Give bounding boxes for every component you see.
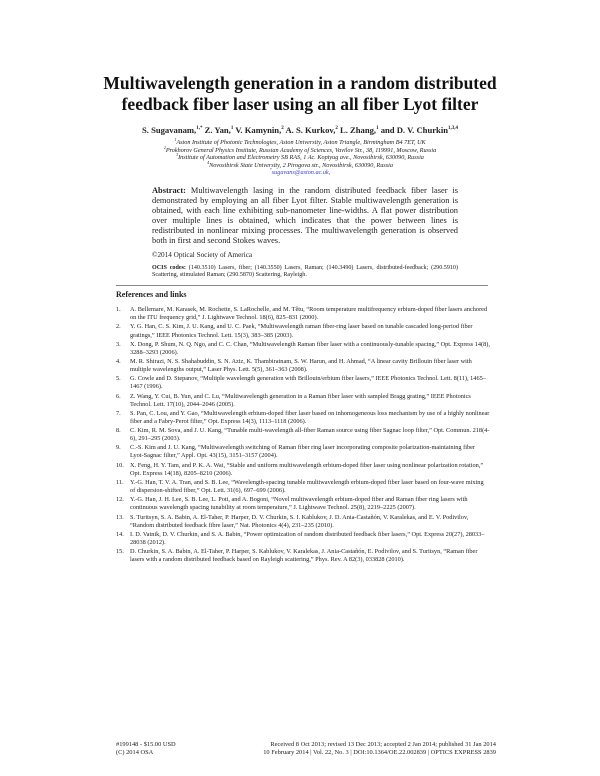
reference-text: I. D. Vatnik, D. V. Churkin, and S. A. Babin, “Power optimization of random distributed feedback fiber lasers,” Opt. Express 20(27), 28033–28038 (2012). — [130, 530, 485, 546]
author-list — [80, 125, 520, 136]
copyright: ©2014 Optical Society of America — [152, 250, 253, 259]
reference-text: M. R. Shirazi, N. S. Shahabuddin, S. N. Aziz, K. Thambiratnam, S. W. Harun, and H. Ahmad, “A linear cavity Brillouin fiber laser with multiple wavelengths output,” Laser Phys. Lett. 5(5), 361–363 (2008). — [130, 357, 472, 374]
ocis-text: (140.3510) Lasers, fiber; (140.3550) Lasers, Raman; (140.3490) Lasers, distributed-feedback; (290.5910) Scattering, stimulated Raman; (290.5870) Scattering, Rayleigh. — [152, 264, 459, 278]
reference-number: 13. — [116, 513, 124, 521]
reference-number: 11. — [116, 478, 124, 486]
reference-number: 4. — [116, 357, 121, 365]
reference-number: 8. — [116, 427, 121, 435]
footer-article-id: #199148 - $15.00 USD — [116, 741, 176, 748]
reference-item — [116, 531, 490, 547]
reference-number: 5. — [116, 375, 121, 383]
reference-item — [116, 341, 490, 357]
reference-text: Y.-G. Han, T. V. A. Tran, and S. B. Lee, “Wavelength-spacing tunable multiwavelength erbium-doped fiber laser based on four-wave mixing of dispersion-shifted fiber,” Opt. Lett. 31(6), 697–699 (2006). — [130, 478, 484, 495]
reference-number: 1. — [116, 306, 121, 314]
reference-number: 7. — [116, 409, 121, 417]
author: L. Zhang,$^1$ — [340, 125, 379, 135]
reference-item — [116, 358, 490, 374]
reference-item — [116, 306, 490, 322]
reference-number: 9. — [116, 444, 121, 452]
reference-text: C. Kim, R. M. Sova, and J. U. Kang, “Tunable multi-wavelength all-fiber Raman source using fiber Sagnac loop filter,” Opt. Commun. 218(4-6), 291–295 (2003). — [130, 427, 490, 443]
footer-citation: 10 February 2014 | Vol. 22, No. 3 | DOI:10.1364/OE.22.002839 | OPTICS EXPRESS 2839 — [263, 749, 496, 757]
affiliation: $^1$Aston Institute of Photonic Technologies, Aston University, Aston Triangle, Birmingham B4 7ET, UK — [174, 136, 426, 146]
paper-title: Multiwavelength generation in a random distributed feedback fiber laser using an all fiber Lyot filter — [103, 73, 497, 114]
reference-text: Y.-G. Han, J. H. Lee, S. B. Lee, L. Poti, and A. Bogoni, “Novel multiwavelength erbium-doped fiber and Raman fiber ring lasers with continuous wavelength spacing tunability at room temperature,” J. Lightwave Technol. 25(8), 2219–2225 (2007). — [130, 496, 468, 512]
abstract-label: Abstract: — [152, 185, 186, 195]
page-footer — [116, 741, 496, 758]
affiliation: $^2$Prokhorov General Physics Institute, Russian Academy of Sciences, Vavilov Str., 38, 119991, Moscow, Russia — [163, 144, 437, 154]
section-divider — [116, 285, 488, 286]
reference-text: Y. G. Han, C. S. Kim, J. U. Kang, and U. C. Paek, “Multiwavelength raman fiber-ring laser based on tunable cascaded long-period fiber gratings,” IEEE Photonics Technol. Lett. 15(3), 383–385 (2003). — [130, 323, 473, 339]
reference-item — [116, 462, 490, 478]
reference-item — [116, 496, 490, 512]
reference-text: X. Feng, H. Y. Tam, and P. K. A. Wai, “Stable and uniform multiwavelength erbium-doped fiber laser using nonlinear polarization rotation,” Opt. Express 14(18), 8205–8210 (2006). — [130, 461, 484, 477]
reference-number: 6. — [116, 392, 121, 400]
author: A. S. Kurkov,$^2$ — [285, 125, 338, 135]
reference-text: S. Pan, C. Lou, and Y. Gao, “Multiwavelength erbium-doped fiber laser based on inhomogeneous loss mechanism by use of a highly nonlinear fiber and a Fabry-Perot filter,” Opt. Express 14(3), 1113–1118 (2006). — [130, 409, 490, 425]
footer-copyright: (C) 2014 OSA — [116, 749, 154, 757]
reference-item — [116, 323, 490, 339]
page-body — [0, 73, 600, 565]
reference-number: 12. — [116, 496, 124, 504]
reference-number: 14. — [116, 530, 124, 538]
reference-text: X. Dong, P. Shum, N. Q. Ngo, and C. C. Chan, “Multiwavelength Raman fiber laser with a continuously-tunable spacing,” Opt. Express 14(8), 3288–3293 (2006). — [130, 340, 490, 356]
abstract-text: Multiwavelength lasing in the random distributed feedback fiber laser is demonstrated by employing an all fiber Lyot filter. Stable multiwavelength generation is obtained, with each line exhibiting sub-nanometer line-widths. A flat power distribution over multiple lines is obtained, which indicates that the power between lines is redistributed in nonlinear mixing processes. The multiwavelength generation is observed both in first and second Stokes waves. — [152, 185, 458, 246]
reference-item — [116, 375, 490, 391]
reference-item — [116, 393, 490, 409]
affiliation: $^3$Institute of Automation and Electrometry SB RAS, 1 Ac. Koptyug ave., Novosibirsk, 630090, Russia — [176, 152, 424, 162]
reference-item — [116, 444, 490, 460]
reference-item — [116, 427, 490, 443]
email-link[interactable]: *sugavans@aston.ac.uk, — [269, 167, 331, 177]
author: and D. V. Churkin$^{1,3,4}$ — [380, 125, 458, 135]
affiliations — [100, 136, 500, 177]
author: Z. Yan,$^1$ — [204, 125, 234, 135]
reference-number: 2. — [116, 323, 121, 331]
reference-item — [116, 479, 490, 495]
author: S. Sugavanam,$^{1,*}$ — [142, 125, 203, 135]
reference-number: 15. — [116, 548, 124, 556]
references-heading: References and links — [116, 290, 187, 300]
reference-item — [116, 514, 490, 530]
author: V. Kamynin,$^2$ — [235, 125, 284, 135]
abstract — [152, 186, 458, 247]
ocis-label: OCIS codes: — [152, 264, 186, 271]
reference-text: G. Cowle and D. Stepanov, “Multiple wavelength generation with Brillouin/erbium fiber lasers,” IEEE Photonics Technol. Lett. 8(11), 1465–1467 (1996). — [130, 375, 486, 391]
reference-list — [116, 306, 490, 564]
reference-text: C.-S. Kim and J. U. Kang, “Multiwavelength switching of Raman fiber ring laser incorporating composite polarization-maintaining fiber Lyot-Sagnac filter,” Appl. Opt. 43(15), 3151–3157 (2004). — [130, 444, 476, 460]
reference-text: S. Turitsyn, S. A. Babin, A. El-Taher, P. Harper, D. V. Churkin, S. I. Kablukov, J. D. Ania-Castañón, V. Karalekas, and E. V. Podivilov, “Random distributed feedback fibre laser,” Nat. Photonics 4(4), 231–235 (2010). — [130, 513, 469, 529]
reference-number: 3. — [116, 340, 121, 348]
reference-text: D. Churkin, S. A. Babin, A. El-Taher, P. Harper, S. Kablukov, V. Karalekas, J. Ania-Castañón, E. Podivilov, and S. Turitsyn, “Raman fiber lasers with a random distributed feedback based on Rayleigh scattering,” Phys. Rev. A 82(3), 033828 (2010). — [130, 548, 478, 564]
reference-item — [116, 410, 490, 426]
reference-number: 10. — [116, 461, 124, 469]
reference-text: Z. Wang, Y. Cui, B. Yun, and C. Lu, “Multiwavelength generation in a Raman fiber laser with sampled Bragg grating,” IEEE Photonics Technol. Lett. 17(10), 2044–2046 (2005). — [130, 392, 471, 408]
reference-item — [116, 548, 490, 564]
footer-dates: Received 8 Oct 2013; revised 13 Dec 2013; accepted 2 Jan 2014; published 31 Jan 2014 — [270, 741, 496, 748]
ocis-codes — [152, 265, 458, 280]
reference-text: A. Bellemare, M. Karasek, M. Rochette, S. LaRochelle, and M. Têtu, “Room temperature multifrequency erbium-doped fiber lasers anchored on the ITU frequency grid,” J. Lightwave Technol. 18(6), 825–831 (2000). — [130, 306, 488, 322]
affiliation: $^4$Novosibirsk State University, 2 Pirogova str., Novosibirsk, 630090, Russia — [207, 159, 393, 169]
